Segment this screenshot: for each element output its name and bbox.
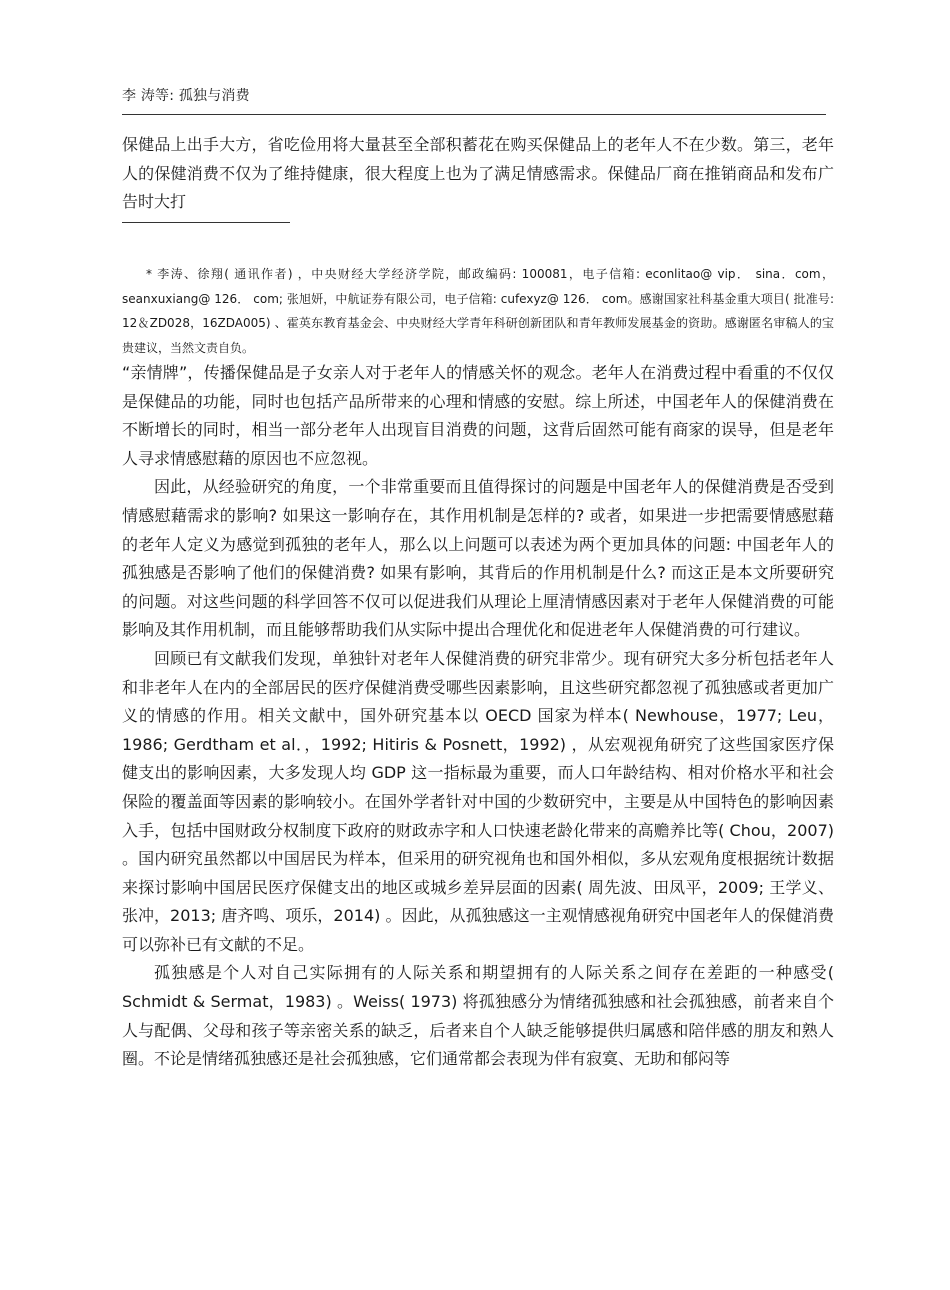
header-divider <box>122 114 826 115</box>
body-paragraph-2: 因此，从经验研究的角度，一个非常重要而且值得探讨的问题是中国老年人的保健消费是否受到情感慰藉需求的影响? 如果这一影响存在，其作用机制是怎样的? 或者，如果进一步把需要情感慰藉的老年人定义为感觉到孤独的老年人，那么以上问题可以表述为两个更加具体的问题: 中国老年人的孤独感是否影响了他们的保健消费? 如果有影响，其背后的作用机制是什么? 而这正是本文所要研究的问题。对这些问题的科学回答不仅可以促进我们从理论上厘清情感因素对于老年人保健消费的可能影响及其作用机制，而且能够帮助我们从实际中提出合理优化和促进老年人保健消费的可行建议。 <box>122 477 834 640</box>
footnote-text: * 李涛、徐翔( 通讯作者) ，中央财经大学经济学院，邮政编码: 100081，电子信箱: econlitao@ vip． sina．com，seanxuxiang@ 126． com; 张旭妍，中航证券有限公司，电子信箱: cufexyz@ 126． com。感谢国家社科基金重大项目( 批准号: 12＆ZD028，16ZDA005) 、霍英东教育基金会、中央财经大学青年科研创新团队和青年教师发展基金的资助。感谢匿名审稿人的宝贵建议，当然文责自负。 <box>122 267 834 355</box>
footnote-divider <box>122 222 290 223</box>
main-text-block <box>122 359 834 1074</box>
continued-paragraph: 保健品上出手大方，省吃俭用将大量甚至全部积蓄花在购买保健品上的老年人不在少数。第三，老年人的保健消费不仅为了维持健康，很大程度上也为了满足情感需求。保健品厂商在推销商品和发布广告时大打 <box>122 135 834 212</box>
continued-text-block <box>122 131 834 217</box>
author-footnote <box>122 262 834 360</box>
body-paragraph-4: 孤独感是个人对自己实际拥有的人际关系和期望拥有的人际关系之间存在差距的一种感受( Schmidt & Sermat，1983) 。Weiss( 1973) 将孤独感分为情绪孤独感和社会孤独感，前者来自个人与配偶、父母和孩子等亲密关系的缺乏，后者来自个人缺乏能够提供归属感和陪伴感的朋友和熟人圈。不论是情绪孤独感还是社会孤独感，它们通常都会表现为伴有寂寞、无助和郁闷等 <box>122 963 834 1069</box>
body-paragraph-1: “亲情牌”，传播保健品是子女亲人对于老年人的情感关怀的观念。老年人在消费过程中看重的不仅仅是保健品的功能，同时也包括产品所带来的心理和情感的安慰。综上所述，中国老年人的保健消费在不断增长的同时，相当一部分老年人出现盲目消费的问题，这背后固然可能有商家的误导，但是老年人寻求情感慰藉的原因也不应忽视。 <box>122 363 834 468</box>
running-header: 李 涛等: 孤独与消费 <box>122 88 250 104</box>
body-paragraph-3: 回顾已有文献我们发现，单独针对老年人保健消费的研究非常少。现有研究大多分析包括老年人和非老年人在内的全部居民的医疗保健消费受哪些因素影响，且这些研究都忽视了孤独感或者更加广义的情感的作用。相关文献中，国外研究基本以 OECD 国家为样本( Newhouse，1977; Leu，1986; Gerdtham et al．，1992; Hitiris & Posnett，1992) ，从宏观视角研究了这些国家医疗保健支出的影响因素，大多发现人均 GDP 这一指标最为重要，而人口年龄结构、相对价格水平和社会保险的覆盖面等因素的影响较小。在国外学者针对中国的少数研究中，主要是从中国特色的影响因素入手，包括中国财政分权制度下政府的财政赤字和人口快速老龄化带来的高赡养比等( Chou，2007) 。国内研究虽然都以中国居民为样本，但采用的研究视角也和国外相似，多从宏观角度根据统计数据来探讨影响中国居民医疗保健支出的地区或城乡差异层面的因素( 周先波、田凤平，2009; 王学义、张冲，2013; 唐齐鸣、项乐，2014) 。因此，从孤独感这一主观情感视角研究中国老年人的保健消费可以弥补已有文献的不足。 <box>122 648 834 954</box>
